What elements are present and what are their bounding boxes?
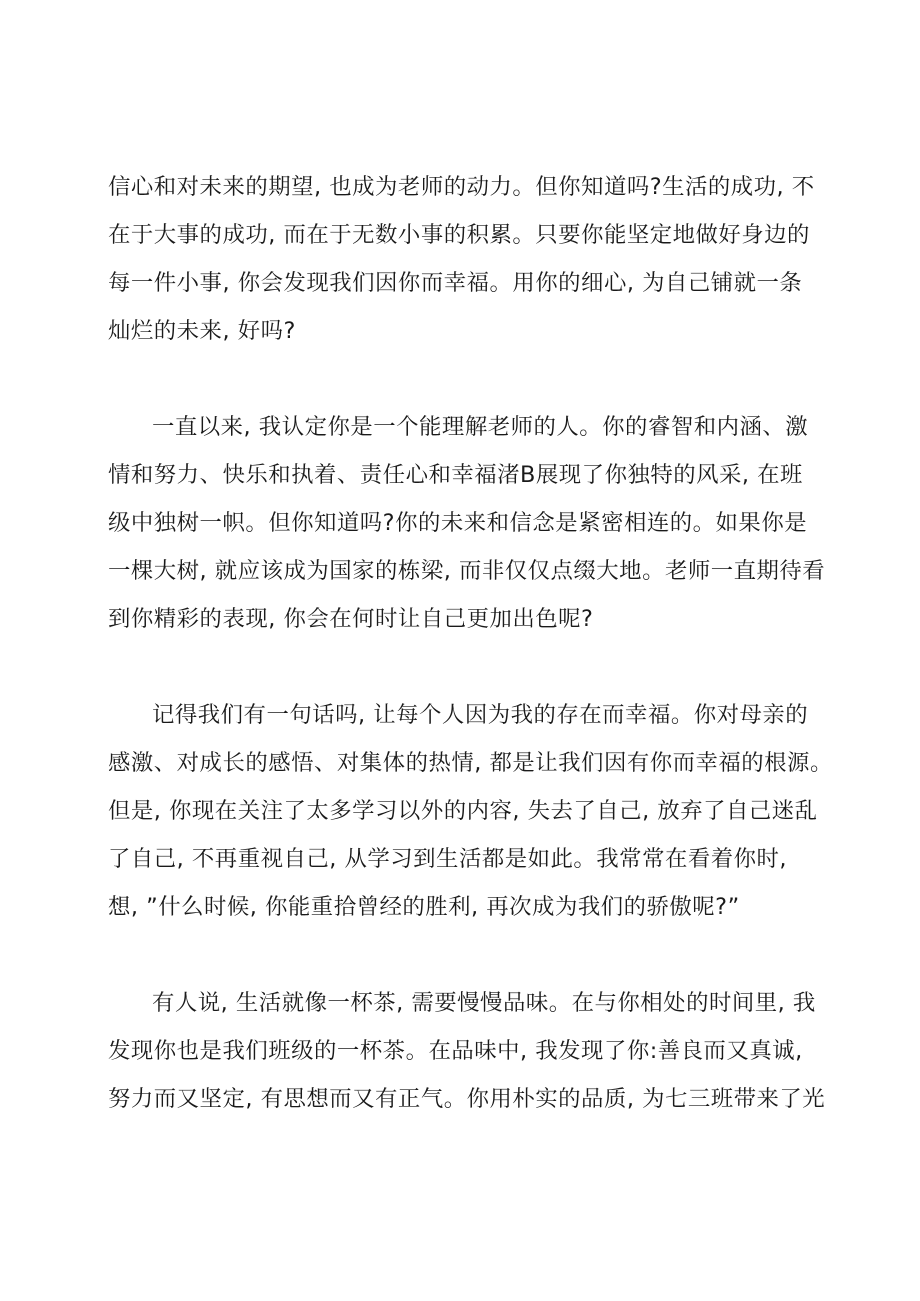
- paragraph-line: 每一件小事, 你会发现我们因你而幸福。用你的细心, 为自己铺就一条: [108, 270, 803, 296]
- paragraph-line: 一棵大树, 就应该成为国家的栋梁, 而非仅仅点缀大地。老师一直期待看: [108, 558, 826, 584]
- paragraph-line: 但是, 你现在关注了太多学习以外的内容, 失去了自己, 放弃了自己迷乱: [108, 798, 818, 824]
- paragraph-line: 一直以来, 我认定你是一个能理解老师的人。你的睿智和内涵、激: [152, 414, 809, 440]
- paragraph-line: 情和努力、快乐和执着、责任心和幸福渚B展现了你独特的风采, 在班: [108, 462, 803, 488]
- paragraph-line: 有人说, 生活就像一杯茶, 需要慢慢品味。在与你相处的时间里, 我: [152, 990, 816, 1016]
- paragraph-line: 了自己, 不再重视自己, 从学习到生活都是如此。我常常在看着你时,: [108, 846, 788, 872]
- paragraph-line: 灿烂的未来, 好吗?: [108, 318, 296, 344]
- paragraph-line: 级中独树一帜。但你知道吗?你的未来和信念是紧密相连的。如果你是: [108, 510, 808, 536]
- paragraph-line: 信心和对未来的期望, 也成为老师的动力。但你知道吗?生活的成功, 不: [108, 174, 815, 200]
- paragraph-line: 到你精彩的表现, 你会在何时让自己更加出色呢?: [108, 606, 594, 632]
- paragraph-line: 感激、对成长的感悟、对集体的热情, 都是让我们因有你而幸福的根源。: [108, 750, 833, 776]
- paragraph-line: 记得我们有一句话吗, 让每个人因为我的存在而幸福。你对母亲的: [152, 702, 809, 728]
- paragraph-line: 努力而又坚定, 有思想而又有正气。你用朴实的品质, 为七三班带来了光: [108, 1086, 826, 1112]
- paragraph-line: 发现你也是我们班级的一杯茶。在品味中, 我发现了你:善良而又真诚,: [108, 1038, 803, 1064]
- paragraph-line: 在于大事的成功, 而在于无数小事的积累。只要你能坚定地做好身边的: [108, 222, 810, 248]
- paragraph-line: 想, ”什么时候, 你能重拾曾经的胜利, 再次成为我们的骄傲呢?”: [108, 894, 740, 920]
